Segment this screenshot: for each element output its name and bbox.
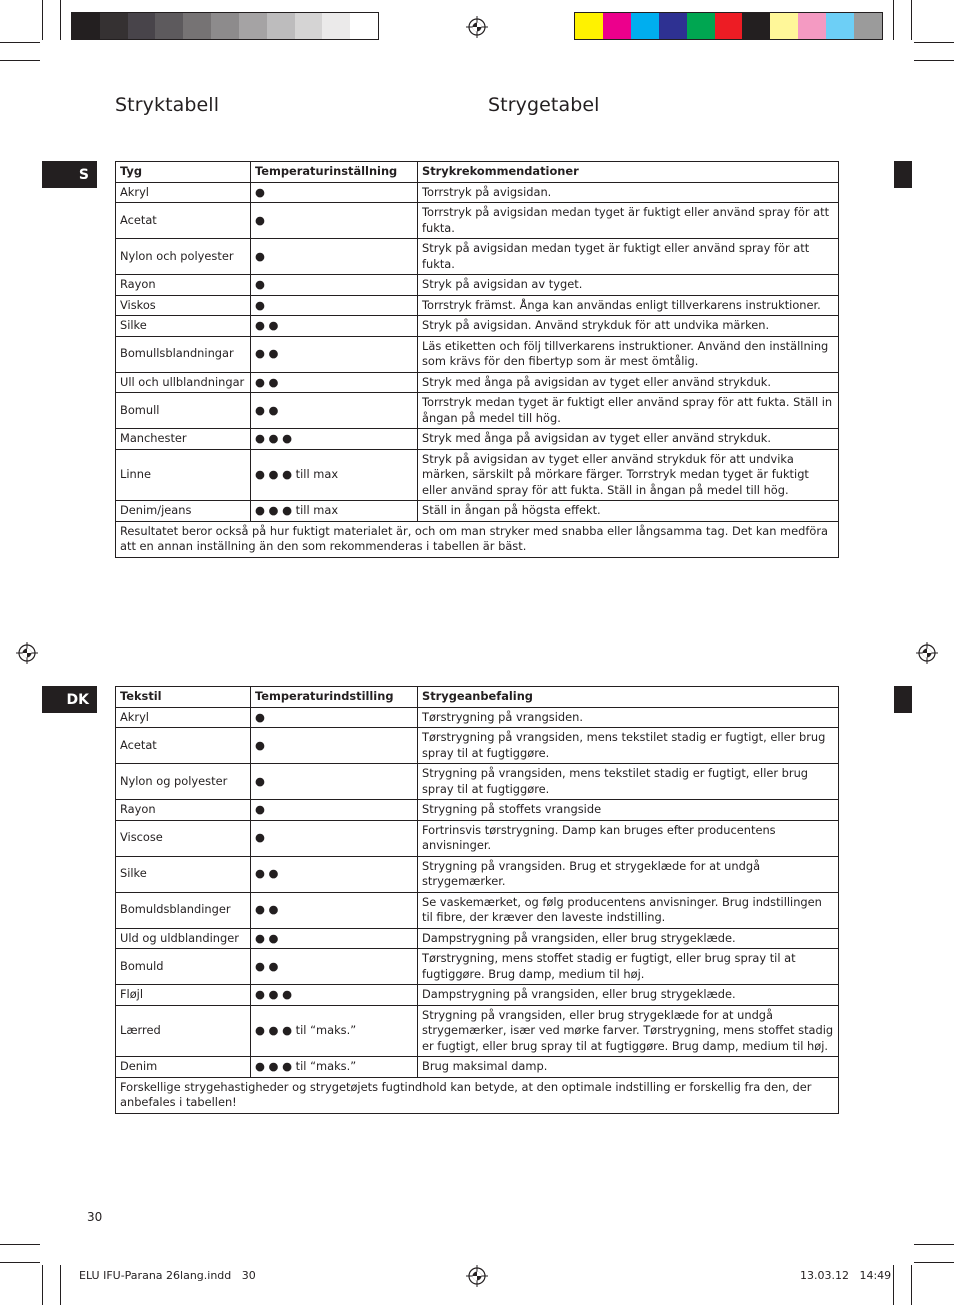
column-header-recommendation: Strygeanbefaling [418, 687, 839, 708]
temperature-cell: ● ● [251, 892, 418, 928]
fabric-cell: Nylon og polyester [116, 764, 251, 800]
recommendation-cell: Tørstrygning på vrangsiden, mens tekstilet stadig er fugtigt, eller brug spray til at fugtiggøre. [418, 728, 839, 764]
table-row [116, 928, 839, 949]
footer-date: 13.03.12 14:49 [800, 1269, 892, 1282]
color-swatch [770, 13, 798, 39]
table-row [116, 203, 839, 239]
color-swatch [687, 13, 715, 39]
temperature-cell: ● [251, 182, 418, 203]
color-swatch [631, 13, 659, 39]
recommendation-cell: Torrstryk på avigsidan. [418, 182, 839, 203]
color-swatch [659, 13, 687, 39]
table-note: Resultatet beror också på hur fuktigt materialet är, och om man stryker med snabba eller långsamma tag. Det kan medföra att en annan inställning än den som rekommenderas i tabellen är bäst. [116, 521, 839, 557]
crop-mark [893, 0, 894, 40]
table-note-row [116, 1077, 839, 1113]
page-title-swedish: Stryktabell [115, 94, 220, 116]
recommendation-cell: Torrstryk främst. Ånga kan användas enligt tillverkarens instruktioner. [418, 295, 839, 316]
crop-mark [0, 60, 40, 61]
column-header-fabric: Tyg [116, 162, 251, 183]
color-swatch [100, 13, 128, 39]
crop-mark [0, 1244, 40, 1245]
table-row [116, 820, 839, 856]
color-swatch [854, 13, 882, 39]
recommendation-cell: Strygning på stoffets vrangside [418, 800, 839, 821]
color-swatch [603, 13, 631, 39]
recommendation-cell: Stryk med ånga på avigsidan av tyget eller använd strykduk. [418, 429, 839, 450]
footer-file-name: ELU IFU-Parana 26lang.indd 30 [79, 1269, 256, 1282]
temperature-cell: ● ● ● [251, 985, 418, 1006]
fabric-cell: Akryl [116, 707, 251, 728]
fabric-cell: Nylon och polyester [116, 239, 251, 275]
fabric-cell: Viskos [116, 295, 251, 316]
column-header-fabric: Tekstil [116, 687, 251, 708]
fabric-cell: Rayon [116, 800, 251, 821]
crop-mark [0, 1262, 40, 1263]
temperature-cell: ● ● ● til “maks.” [251, 1005, 418, 1057]
recommendation-cell: Se vaskemærket, og følg producentens anvisninger. Brug indstillingen til fibre, der kræver den laveste indstilling. [418, 892, 839, 928]
fabric-cell: Silke [116, 316, 251, 337]
temperature-cell: ● ● [251, 372, 418, 393]
recommendation-cell: Strygning på vrangsiden, eller brug strygeklæde for at undgå strygemærker, især ved mørke farver. Tørstrygning, mens stoffet stadig er fugtigt, eller brug spray til at fugtiggøre. Brug damp, medium til høj. [418, 1005, 839, 1057]
table-row [116, 372, 839, 393]
fabric-cell: Denim [116, 1057, 251, 1078]
table-note: Forskellige strygehastigheder og strygetøjets fugtindhold kan betyde, at den optimale indstilling er forskellig fra den, der anbefales i tabellen! [116, 1077, 839, 1113]
registration-mark-icon [16, 642, 38, 664]
recommendation-cell: Stryk på avigsidan av tyget. [418, 275, 839, 296]
fabric-cell: Manchester [116, 429, 251, 450]
registration-mark-icon [916, 642, 938, 664]
table-header-row [116, 162, 839, 183]
color-swatch [742, 13, 770, 39]
table-row [116, 707, 839, 728]
crop-mark [914, 1262, 954, 1263]
crop-mark [0, 42, 40, 43]
table-header-row [116, 687, 839, 708]
recommendation-cell: Stryk med ånga på avigsidan av tyget eller använd strykduk. [418, 372, 839, 393]
recommendation-cell: Torrstryk medan tyget är fuktigt eller använd spray för att fukta. Ställ in ångan på medel till hög. [418, 393, 839, 429]
page-number: 30 [87, 1210, 103, 1224]
temperature-cell: ● ● [251, 316, 418, 337]
ironing-table-danish [115, 686, 839, 1114]
color-swatch [211, 13, 239, 39]
temperature-cell: ● [251, 728, 418, 764]
temperature-cell: ● ● ● till max [251, 449, 418, 501]
temperature-cell: ● ● ● til “maks.” [251, 1057, 418, 1078]
column-header-recommendation: Strykrekommendationer [418, 162, 839, 183]
ironing-table-swedish [115, 161, 839, 558]
temperature-cell: ● ● [251, 949, 418, 985]
temperature-cell: ● [251, 239, 418, 275]
color-swatch [183, 13, 211, 39]
language-tab-sv: S [42, 161, 97, 188]
table-row [116, 985, 839, 1006]
language-tab-dk: DK [42, 686, 97, 713]
fabric-cell: Lærred [116, 1005, 251, 1057]
temperature-cell: ● [251, 800, 418, 821]
page-title-danish: Strygetabel [488, 94, 600, 116]
recommendation-cell: Dampstrygning på vrangsiden, eller brug strygeklæde. [418, 928, 839, 949]
crop-mark [914, 60, 954, 61]
temperature-cell: ● [251, 707, 418, 728]
fabric-cell: Fløjl [116, 985, 251, 1006]
table-row [116, 728, 839, 764]
temperature-cell: ● [251, 764, 418, 800]
color-swatch [155, 13, 183, 39]
recommendation-cell: Strygning på vrangsiden, mens tekstilet stadig er fugtigt, eller brug spray til at fugtiggøre. [418, 764, 839, 800]
table-row [116, 892, 839, 928]
recommendation-cell: Torrstryk på avigsidan medan tyget är fuktigt eller använd spray för att fukta. [418, 203, 839, 239]
color-swatch [798, 13, 826, 39]
table-row [116, 239, 839, 275]
recommendation-cell: Strygning på vrangsiden. Brug et strygeklæde for at undgå strygemærker. [418, 856, 839, 892]
table-row [116, 336, 839, 372]
table-row [116, 429, 839, 450]
color-swatch [322, 13, 350, 39]
column-header-temperature: Temperaturindstilling [251, 687, 418, 708]
temperature-cell: ● [251, 295, 418, 316]
recommendation-cell: Fortrinsvis tørstrygning. Damp kan bruges efter producentens anvisninger. [418, 820, 839, 856]
fabric-cell: Rayon [116, 275, 251, 296]
fabric-cell: Ull och ullblandningar [116, 372, 251, 393]
fabric-cell: Denim/jeans [116, 501, 251, 522]
temperature-cell: ● ● [251, 393, 418, 429]
color-swatch [267, 13, 295, 39]
table-row [116, 800, 839, 821]
recommendation-cell: Tørstrygning, mens stoffet stadig er fugtigt, eller brug spray til at fugtiggøre. Brug damp, medium til høj. [418, 949, 839, 985]
table-row [116, 182, 839, 203]
crop-mark [60, 1265, 61, 1305]
temperature-cell: ● ● ● till max [251, 501, 418, 522]
temperature-cell: ● ● [251, 856, 418, 892]
table-row [116, 856, 839, 892]
recommendation-cell: Stryk på avigsidan av tyget eller använd strykduk för att undvika märken, särskilt på mörkare färger. Torrstryk medan tyget är fuktigt eller använd spray för att fukta. Ställ in ångan på medel till hög. [418, 449, 839, 501]
temperature-cell: ● [251, 275, 418, 296]
table-row [116, 1005, 839, 1057]
crop-mark [893, 1265, 894, 1305]
recommendation-cell: Ställ in ångan på högsta effekt. [418, 501, 839, 522]
crop-mark [911, 0, 912, 40]
recommendation-cell: Brug maksimal damp. [418, 1057, 839, 1078]
section-marker [894, 161, 912, 188]
crop-mark [60, 0, 61, 40]
section-marker [894, 686, 912, 713]
fabric-cell: Silke [116, 856, 251, 892]
crop-mark [914, 42, 954, 43]
crop-mark [911, 1265, 912, 1305]
temperature-cell: ● [251, 203, 418, 239]
table-row [116, 449, 839, 501]
table-row [116, 275, 839, 296]
fabric-cell: Bomull [116, 393, 251, 429]
crop-mark [42, 1265, 43, 1305]
fabric-cell: Bomuldsblandinger [116, 892, 251, 928]
color-swatch [575, 13, 603, 39]
recommendation-cell: Tørstrygning på vrangsiden. [418, 707, 839, 728]
color-swatch [128, 13, 156, 39]
color-swatch [239, 13, 267, 39]
fabric-cell: Bomuld [116, 949, 251, 985]
color-swatch [72, 13, 100, 39]
fabric-cell: Acetat [116, 728, 251, 764]
color-swatch [715, 13, 743, 39]
grayscale-calibration-bar [71, 12, 379, 40]
temperature-cell: ● ● [251, 336, 418, 372]
fabric-cell: Viscose [116, 820, 251, 856]
temperature-cell: ● [251, 820, 418, 856]
table-row [116, 295, 839, 316]
table-note-row [116, 521, 839, 557]
table-row [116, 501, 839, 522]
temperature-cell: ● ● [251, 928, 418, 949]
table-row [116, 949, 839, 985]
temperature-cell: ● ● ● [251, 429, 418, 450]
fabric-cell: Akryl [116, 182, 251, 203]
crop-mark [42, 0, 43, 40]
table-row [116, 1057, 839, 1078]
recommendation-cell: Stryk på avigsidan medan tyget är fuktigt eller använd spray för att fukta. [418, 239, 839, 275]
registration-mark-icon [466, 1265, 488, 1287]
fabric-cell: Linne [116, 449, 251, 501]
recommendation-cell: Läs etiketten och följ tillverkarens instruktioner. Använd den inställning som krävs för den fibertyp som är mest ömtålig. [418, 336, 839, 372]
color-calibration-bar [574, 12, 883, 40]
color-swatch [295, 13, 323, 39]
crop-mark [914, 1244, 954, 1245]
registration-mark-icon [466, 16, 488, 38]
color-swatch [350, 13, 378, 39]
fabric-cell: Bomullsblandningar [116, 336, 251, 372]
column-header-temperature: Temperaturinställning [251, 162, 418, 183]
fabric-cell: Uld og uldblandinger [116, 928, 251, 949]
table-row [116, 393, 839, 429]
color-swatch [826, 13, 854, 39]
table-row [116, 316, 839, 337]
recommendation-cell: Stryk på avigsidan. Använd strykduk för att undvika märken. [418, 316, 839, 337]
recommendation-cell: Dampstrygning på vrangsiden, eller brug strygeklæde. [418, 985, 839, 1006]
fabric-cell: Acetat [116, 203, 251, 239]
table-row [116, 764, 839, 800]
